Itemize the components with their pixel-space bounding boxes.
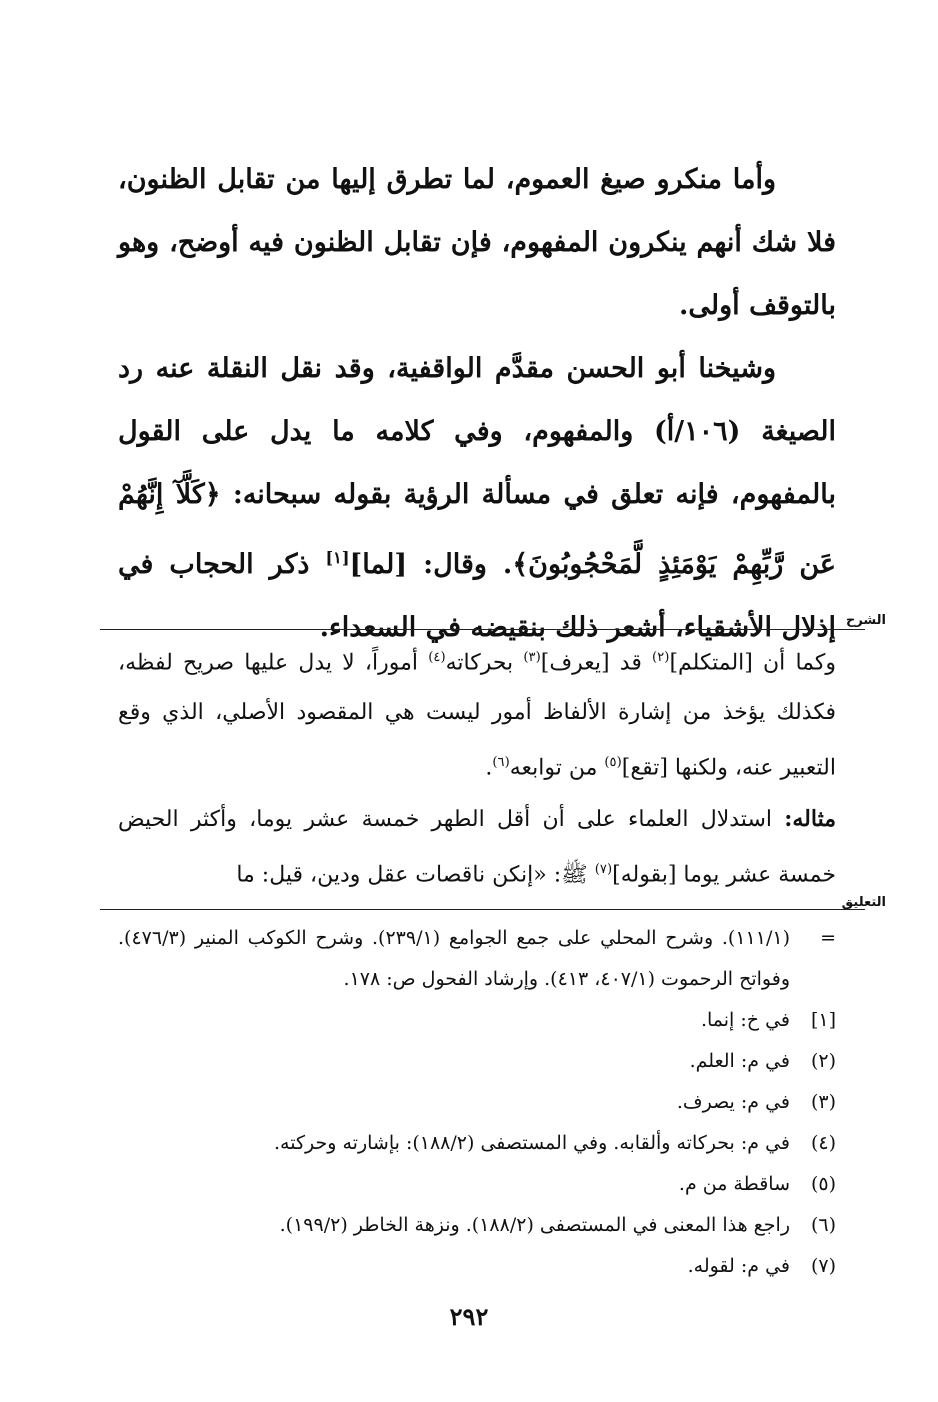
paragraph-2 bbox=[118, 337, 836, 659]
footnote-text: في م: العلم. bbox=[689, 1050, 790, 1072]
commentary-paragraph-1 bbox=[118, 633, 836, 794]
footnote-ref-2: (٢) bbox=[652, 650, 670, 665]
commentary-segment: قد [يعرف] bbox=[540, 650, 653, 676]
footnote-item bbox=[118, 1082, 836, 1123]
paragraph-1: وأما منكرو صيغ العموم، لما تطرق إليها من تقابل الظنون، فلا شك أنهم ينكرون المفهوم، فإن تقابل الظنون فيه أوضح، وهو بالتوقف أولى. bbox=[118, 164, 836, 321]
paragraph-2-part-a: وشيخنا أبو الحسن مقدَّم الواقفية، وقد نقل النقلة عنه رد الصيغة (١٠٦/أ) والمفهوم، وفي كلامه ما يدل على القول بالمفهوم، فإنه تعلق في مسألة الرؤية بقوله سبحانه: bbox=[118, 353, 836, 510]
commentary-segment: وكما أن [المتكلم] bbox=[669, 650, 836, 676]
paragraph-2-part-b: . وقال: [لما] bbox=[349, 549, 513, 580]
commentary-segment: أموراً، لا يدل عليها صريح لفظه، فكذلك يؤخذ من إشارة الألفاظ أمور ليست هي المقصود الأصلي، الذي وقع التعبير عنه، ولكنها [تقع] bbox=[118, 650, 836, 781]
footnote-text: راجع هذا المعنى في المستصفى (١٨٨/٢). ونزهة الخاطر (١٩٩/٢). bbox=[279, 1214, 790, 1236]
footnote-item bbox=[118, 1041, 836, 1082]
footnote-item bbox=[118, 1205, 836, 1246]
footnote-item bbox=[118, 1000, 836, 1041]
footnote-ref-4: (٤) bbox=[428, 650, 446, 665]
taliq-separator bbox=[100, 909, 865, 910]
footnote-item bbox=[118, 1164, 836, 1205]
footnote-number: (٧) bbox=[810, 1255, 836, 1277]
paragraph-2-part-c: ذكر الحجاب في إذلال الأشقياء، أشعر ذلك بنقيضه في السعداء. bbox=[118, 549, 836, 643]
continuation-mark: = bbox=[820, 927, 836, 949]
footnote-number: (٢) bbox=[810, 1050, 836, 1072]
footnote-item bbox=[118, 1123, 836, 1164]
footnote-text: في م: بحركاته وألقابه. وفي المستصفى (١٨٨/٢): بإشارته وحركته. bbox=[274, 1132, 790, 1154]
page-number: ٢٩٢ bbox=[449, 1302, 489, 1331]
commentary-segment: بحركاته bbox=[445, 650, 524, 676]
footnote-continuation bbox=[118, 918, 836, 1000]
sharh-label: الشرح bbox=[845, 613, 886, 628]
footnote-text: ساقطة من م. bbox=[678, 1173, 790, 1195]
main-text bbox=[118, 148, 836, 659]
footnote-ref-1: [١] bbox=[325, 548, 350, 567]
footnote-text: في خ: إنما. bbox=[700, 1009, 790, 1031]
footnote-text: في م: يصرف. bbox=[676, 1091, 790, 1113]
footnotes bbox=[118, 918, 836, 1287]
footnote-ref-5: (٥) bbox=[604, 755, 622, 771]
commentary-segment: ﷺ: «إنكن ناقصات عقل ودين، قيل: ما bbox=[236, 861, 595, 887]
footnote-text: في م: لقوله. bbox=[687, 1255, 790, 1277]
taliq-label: التعليق bbox=[841, 895, 886, 910]
commentary-text bbox=[118, 633, 836, 900]
commentary-segment: . bbox=[485, 755, 493, 781]
footnote-number: (٣) bbox=[810, 1091, 836, 1113]
sharh-separator bbox=[100, 629, 865, 630]
footnote-list bbox=[118, 1000, 836, 1287]
footnote-ref-7: (٧) bbox=[594, 861, 613, 877]
footnote-ref-3: (٣) bbox=[523, 650, 541, 665]
footnote-number: (٥) bbox=[810, 1173, 836, 1195]
footnote-ref-6: (٦) bbox=[492, 755, 510, 771]
commentary-segment: استدلال العلماء على أن أقل الطهر خمسة عشر يوما، وأكثر الحيض خمسة عشر يوما [بقوله] bbox=[118, 806, 836, 887]
quran-verse: ﴿كَلَّآ إِنَّهُمْ عَن رَّبِّهِمْ يَوْمَئِذٍ لَّمَحْجُوبُونَ﴾ bbox=[118, 479, 836, 580]
footnote-number: (٦) bbox=[810, 1214, 836, 1236]
footnote-number: (٤) bbox=[810, 1132, 836, 1154]
example-label: مثاله: bbox=[784, 805, 836, 832]
footnote-number: [١] bbox=[810, 1009, 836, 1031]
continuation-text: (١١١/١). وشرح المحلي على جمع الجوامع (٢٣٩/١). وشرح الكوكب المنير (٤٧٦/٣). وفواتح الرحموت (٤٠٧/١، ٤١٣). وإرشاد الفحول ص: ١٧٨. bbox=[118, 927, 790, 990]
commentary-segment: من توابعه bbox=[509, 755, 605, 781]
footnote-item bbox=[118, 1246, 836, 1287]
commentary-paragraph-2 bbox=[118, 794, 836, 900]
